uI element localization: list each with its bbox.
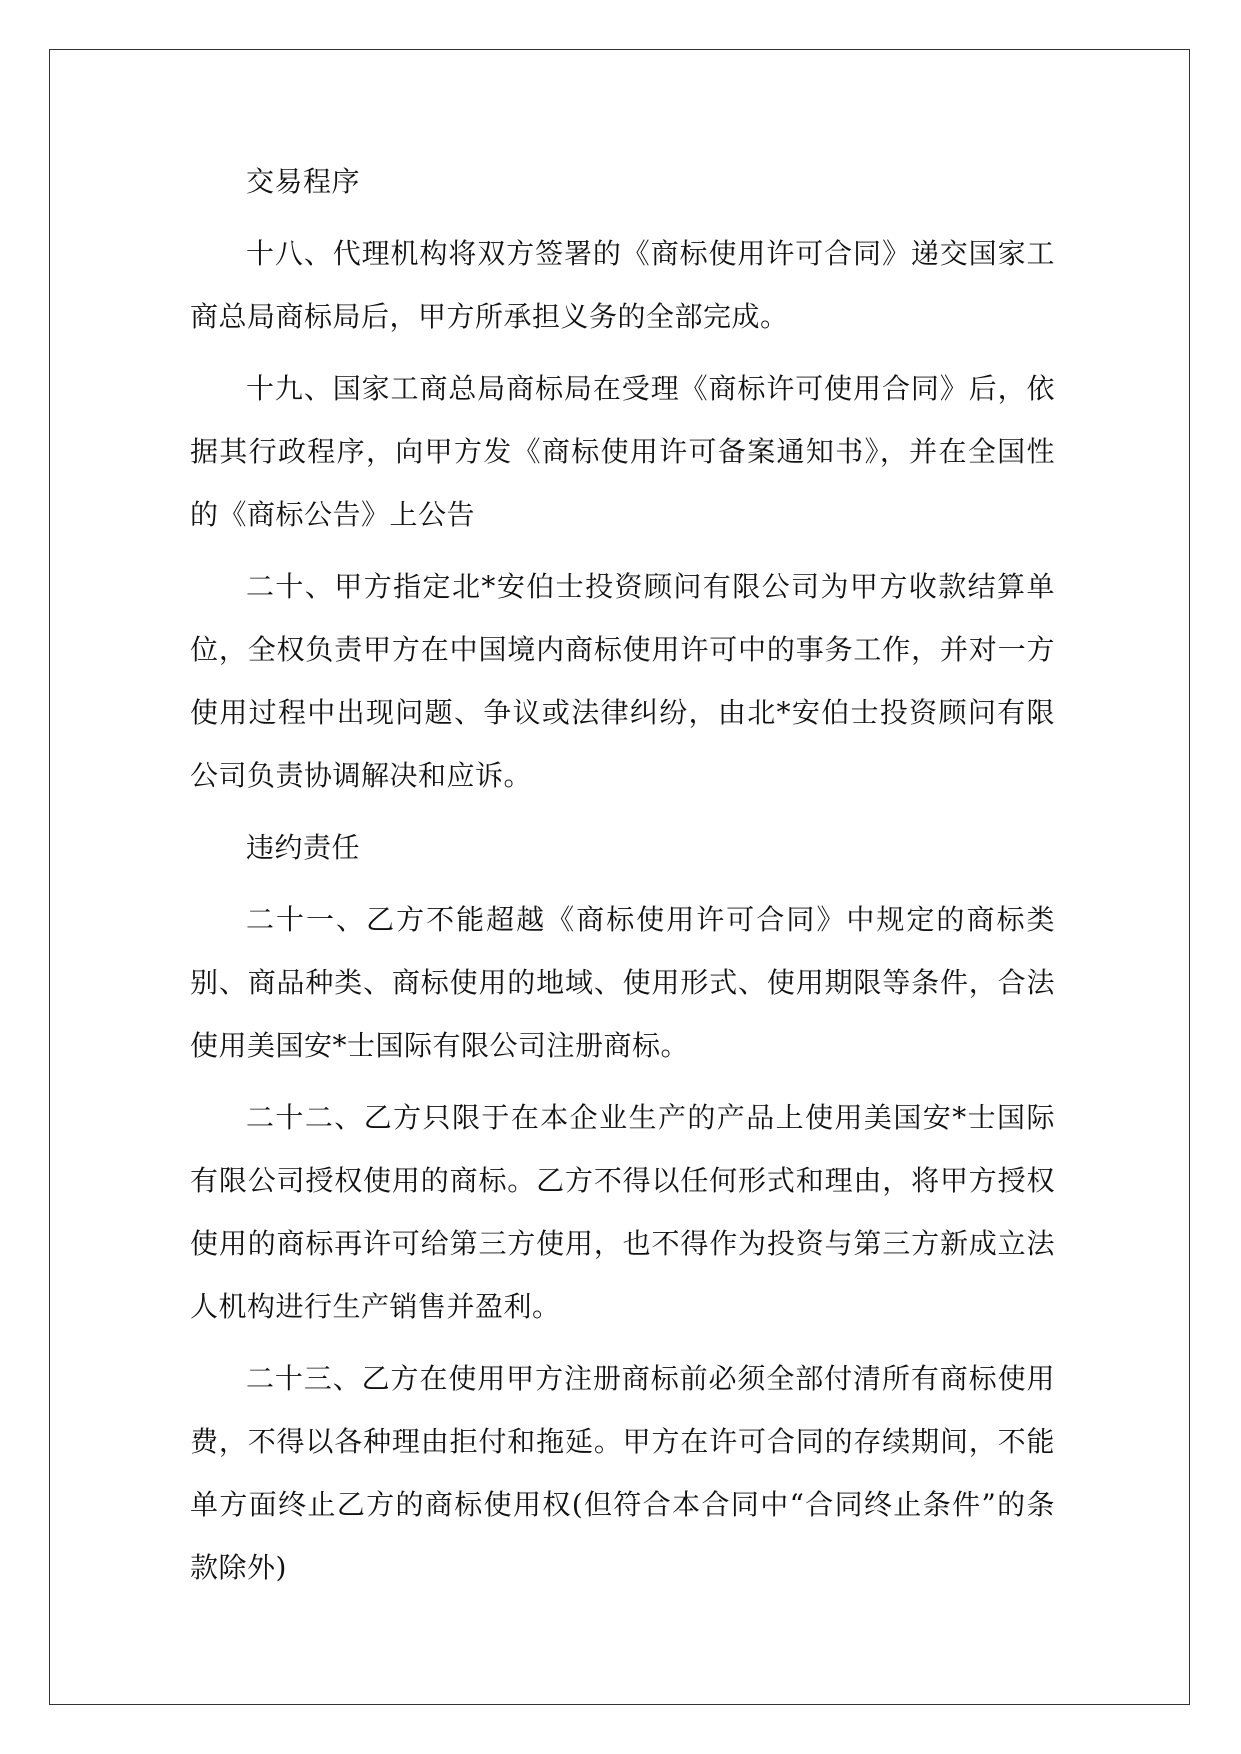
section-heading-liability-for-breach: 违约责任 xyxy=(246,831,361,864)
clause-22: 二十二、乙方只限于在本企业生产的产品上使用美国安*士国际有限公司授权使用的商标。乙方不得以任何形式和理由，将甲方授权使用的商标再许可给第三方使用，也不得作为投资与第三方新成立法人机构进行生产销售并盈利。 xyxy=(190,1101,1055,1323)
section-heading-transaction-procedure: 交易程序 xyxy=(246,165,361,198)
clause-18: 十八、代理机构将双方签署的《商标使用许可合同》递交国家工商总局商标局后，甲方所承担义务的全部完成。 xyxy=(190,237,1055,333)
clause-20: 二十、甲方指定北*安伯士投资顾问有限公司为甲方收款结算单位，全权负责甲方在中国境内商标使用许可中的事务工作，并对一方使用过程中出现问题、争议或法律纠纷，由北*安伯士投资顾问有限公司负责协调解决和应诉。 xyxy=(190,570,1055,792)
clause-21: 二十一、乙方不能超越《商标使用许可合同》中规定的商标类别、商品种类、商标使用的地域、使用形式、使用期限等条件，合法使用美国安*士国际有限公司注册商标。 xyxy=(190,903,1055,1062)
clause-23: 二十三、乙方在使用甲方注册商标前必须全部付清所有商标使用费，不得以各种理由拒付和拖延。甲方在许可合同的存续期间，不能单方面终止乙方的商标使用权(但符合本合同中“合同终止条件”的条款除外) xyxy=(190,1362,1055,1584)
clause-19: 十九、国家工商总局商标局在受理《商标许可使用合同》后，依据其行政程序，向甲方发《商标使用许可备案通知书》，并在全国性的《商标公告》上公告 xyxy=(190,372,1055,531)
document-body xyxy=(190,150,1055,1608)
